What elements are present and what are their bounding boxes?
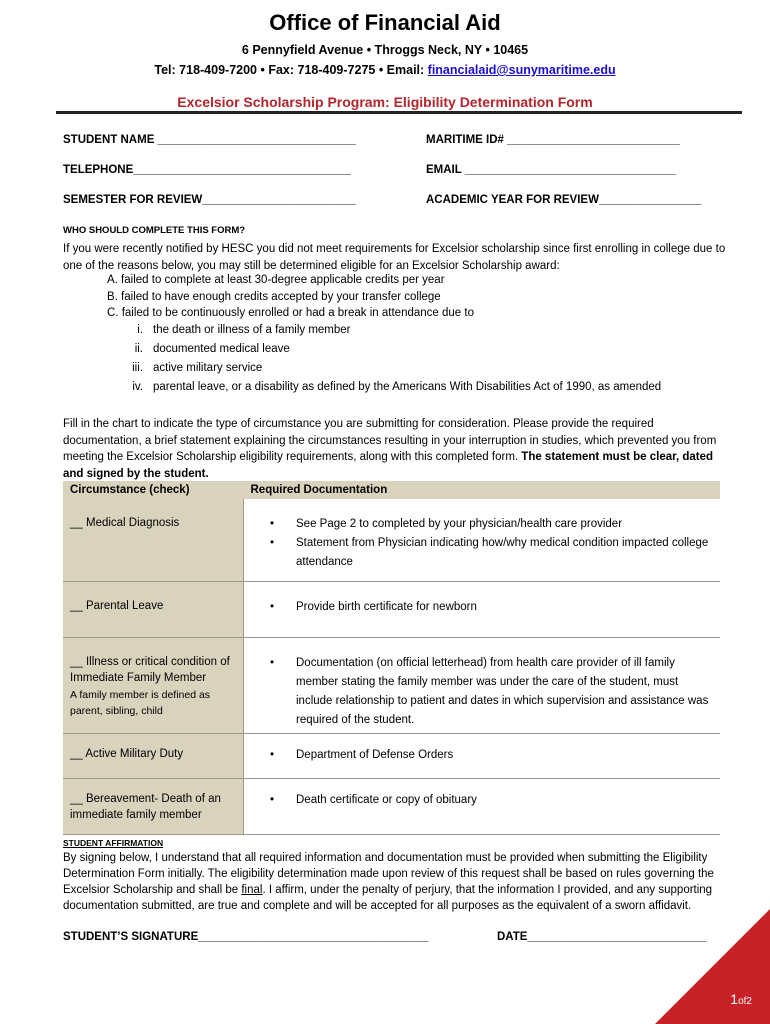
- email-field[interactable]: EMAIL _________________________________: [426, 164, 676, 176]
- instructions-bold: The statement must be clear, dated and signed by the student.: [63, 451, 714, 480]
- circumstance-cell[interactable]: [63, 581, 244, 637]
- subreason-num: i.: [137, 324, 143, 336]
- doc-text: Statement from Physician indicating how/why medical condition impacted college attendance: [296, 537, 709, 568]
- who-intro: If you were recently notified by HESC you did not meet requirements for Excelsior scholarship since first enrolling in college due to one of the reasons below, you may still be determined eligible for an Excelsior Scholarship award:: [63, 243, 726, 272]
- header-circumstance: Circumstance (check): [63, 481, 244, 499]
- contact-phone-fax: Tel: 718-409-7200 • Fax: 718-409-7275 • Email:: [154, 63, 428, 77]
- affirmation-part-1: By signing below, I understand that all required information and documentation must be provided when submitting the Eligibility Determination Form initially. The eligibility determination made upon review of this request shall be based on rules governing the Excelsior Scholarship and shall be: [63, 852, 714, 896]
- doc-item: [270, 746, 712, 765]
- academic-year-field[interactable]: ACADEMIC YEAR FOR REVIEW________________: [426, 194, 702, 206]
- table-row: [63, 778, 720, 834]
- maritime-id-field[interactable]: MARITIME ID# ___________________________: [426, 134, 680, 146]
- subreason-text: the death or illness of a family member: [153, 324, 351, 336]
- instructions-paragraph: [63, 416, 723, 482]
- date-field[interactable]: DATE____________________________: [497, 931, 707, 943]
- form-title: Excelsior Scholarship Program: Eligibility Determination Form: [177, 94, 593, 110]
- page-current: 1: [730, 991, 739, 1007]
- doc-text: Department of Defense Orders: [296, 748, 454, 761]
- page-total: of2: [738, 996, 752, 1007]
- circumstance-label: __ Active Military Duty: [70, 747, 184, 760]
- who-heading: WHO SHOULD COMPLETE THIS FORM?: [63, 225, 246, 236]
- reason-a: A. failed to complete at least 30-degree applicable credits per year: [107, 274, 445, 286]
- subreason-num: iii.: [132, 362, 143, 374]
- documentation-cell: [244, 637, 721, 733]
- telephone-field[interactable]: TELEPHONE__________________________________: [63, 164, 351, 176]
- subreason-num: iv.: [132, 381, 143, 393]
- table-row: [63, 733, 720, 778]
- signature-field[interactable]: STUDENT’S SIGNATURE____________________________________: [63, 931, 429, 943]
- doc-text: Provide birth certificate for newborn: [296, 600, 477, 613]
- bullet-icon: •: [270, 518, 275, 530]
- circumstance-label: __ Medical Diagnosis: [70, 517, 180, 529]
- affirmation-text: [63, 850, 733, 914]
- circumstance-cell[interactable]: [63, 499, 244, 581]
- subreason-text: active military service: [153, 362, 263, 374]
- circumstance-label: __ Bereavement- Death of an immediate family member: [70, 792, 221, 821]
- subreason-text: documented medical leave: [153, 343, 290, 355]
- documentation-cell: [244, 733, 721, 778]
- affirmation-heading: STUDENT AFFIRMATION: [63, 838, 164, 848]
- student-name-field[interactable]: STUDENT NAME _______________________________: [63, 134, 356, 146]
- bullet-icon: •: [270, 656, 275, 669]
- table-row: [63, 581, 720, 637]
- affirmation-part-2: . I affirm, under the penalty of perjury, that the information I provided, and any supporting documentation submitted, are true and complete and will be accepted for all purposes as the equivalent of a sworn affidavit.: [63, 884, 713, 912]
- bullet-icon: •: [270, 793, 275, 806]
- semester-field[interactable]: SEMESTER FOR REVIEW________________________: [63, 194, 356, 206]
- doc-item: [270, 515, 712, 534]
- circumstance-table: [63, 481, 720, 835]
- subreason-text: parental leave, or a disability as defined by the Americans With Disabilities Act of 1990, as amended: [153, 381, 662, 393]
- reason-c: C. failed to be continuously enrolled or had a break in attendance due to: [107, 307, 474, 319]
- header-documentation: Required Documentation: [244, 481, 721, 499]
- page-corner-tab: [655, 909, 770, 1024]
- affirmation-final: final: [241, 884, 263, 896]
- circumstance-label: __ Parental Leave: [70, 599, 164, 612]
- documentation-cell: [244, 499, 721, 581]
- doc-text: Death certificate or copy of obituary: [296, 793, 477, 806]
- email-link[interactable]: financialaid@sunymaritime.edu: [427, 63, 616, 77]
- office-title: Office of Financial Aid: [269, 10, 501, 35]
- instructions-text: Fill in the chart to indicate the type of circumstance you are submitting for consideration. Please provide the required documentation, a brief statement explaining the circumstances resulting in your interruption in studies, which prevented you from meeting the Excelsior Scholarship eligibility requirements, along with this completed form.: [63, 418, 717, 463]
- bullet-icon: •: [270, 537, 275, 549]
- doc-text: See Page 2 to completed by your physician/health care provider: [296, 518, 623, 530]
- documentation-cell: [244, 581, 721, 637]
- office-contact: [0, 63, 770, 77]
- circumstance-cell[interactable]: [63, 733, 244, 778]
- doc-item: [270, 534, 712, 572]
- bullet-icon: •: [270, 600, 275, 613]
- office-address: 6 Pennyfield Avenue • Throggs Neck, NY • 10465: [241, 43, 529, 57]
- doc-item: [270, 654, 712, 730]
- circumstance-cell[interactable]: [63, 778, 244, 834]
- circumstance-label: __ Illness or critical condition of Immediate Family Member: [70, 655, 230, 684]
- doc-item: [270, 791, 712, 810]
- documentation-cell: [244, 778, 721, 834]
- reason-b: B. failed to have enough credits accepted by your transfer college: [107, 290, 441, 303]
- doc-text: Documentation (on official letterhead) from health care provider of ill family member stating the family member was under the care of the student, must include relationship to patient and dates in which supervision and assistance was required of the student.: [296, 656, 709, 726]
- bullet-icon: •: [270, 748, 275, 761]
- table-row: [63, 499, 720, 581]
- title-divider: [56, 111, 742, 114]
- circumstance-cell[interactable]: [63, 637, 244, 733]
- doc-item: [270, 598, 712, 617]
- family-member-note: A family member is defined as parent, sibling, child: [70, 688, 211, 717]
- table-header-row: [63, 481, 720, 499]
- subreason-num: ii.: [134, 343, 143, 355]
- page-number: [730, 991, 752, 1007]
- table-row: [63, 637, 720, 733]
